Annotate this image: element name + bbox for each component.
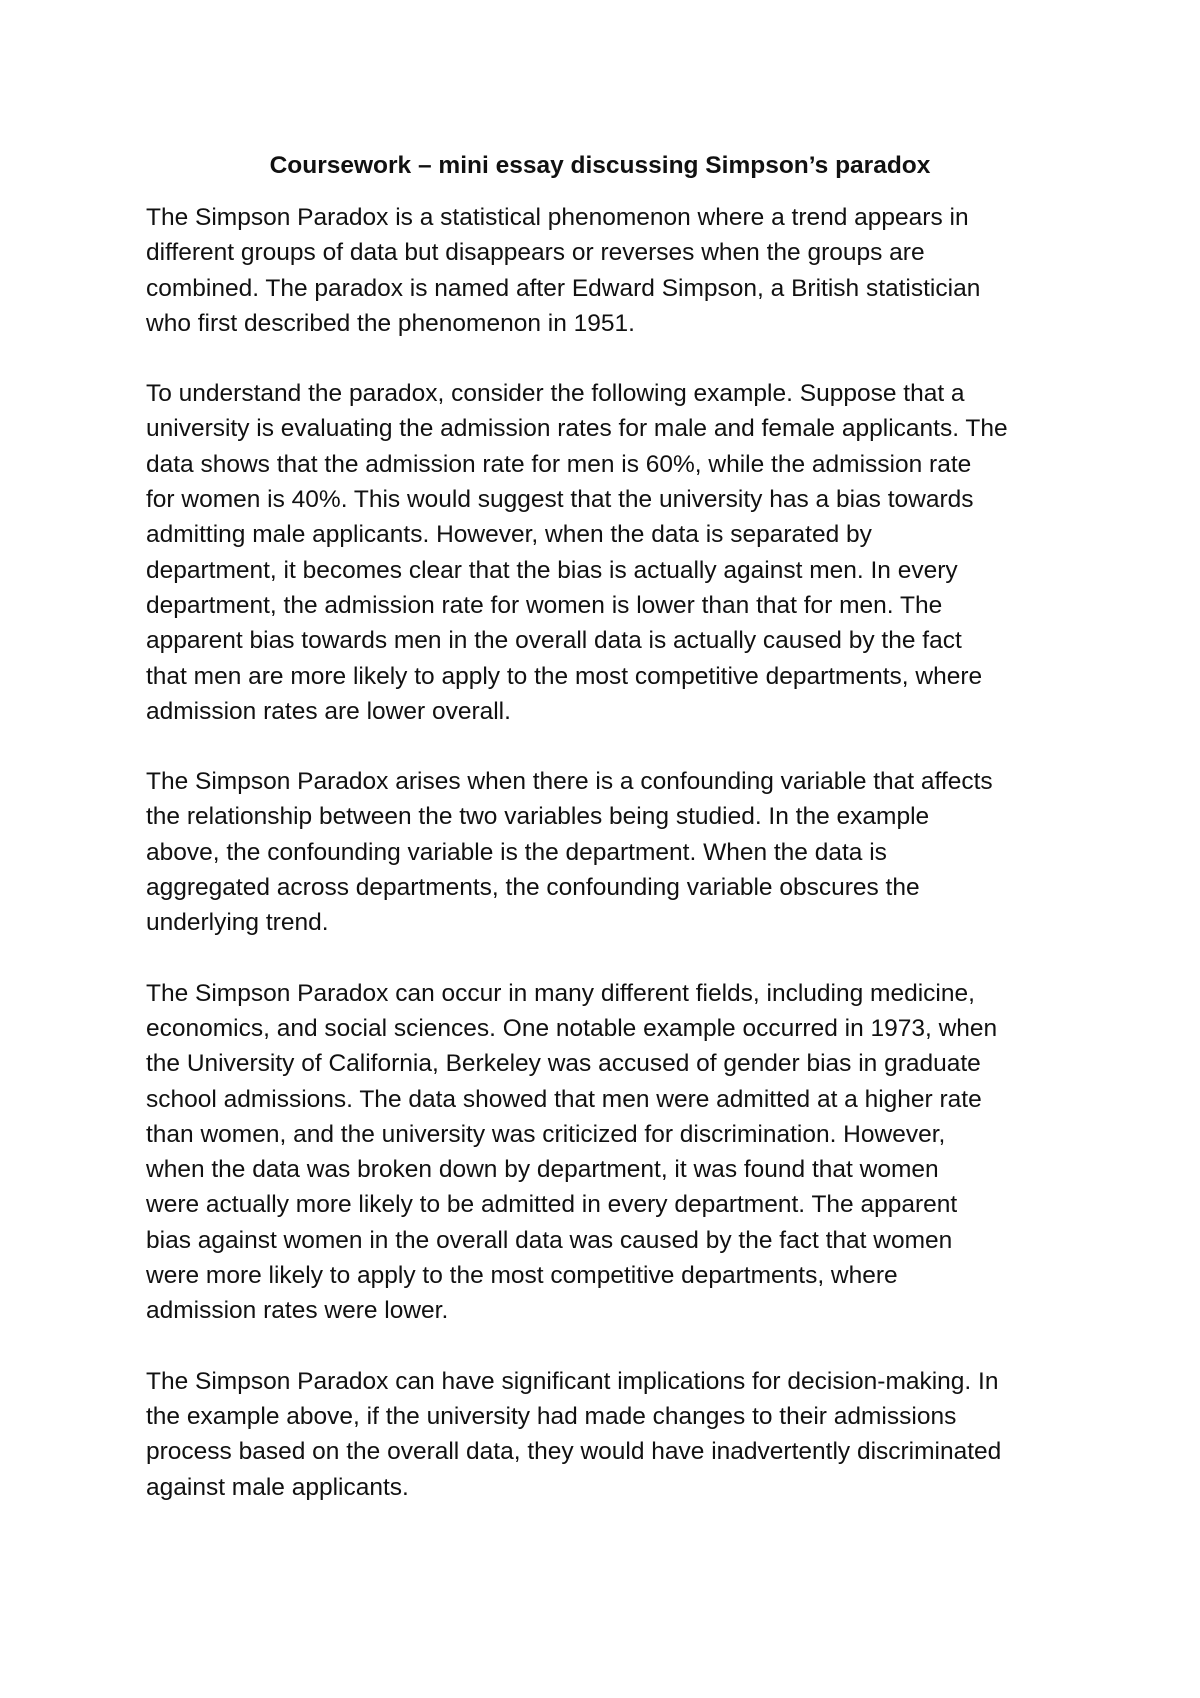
text-line: different groups of data but disappears or reverses when the groups are (146, 239, 925, 267)
text-line: admission rates were lower. (146, 1297, 449, 1325)
text-line: when the data was broken down by department, it was found that women (146, 1156, 939, 1184)
text-line: admission rates are lower overall. (146, 697, 511, 725)
text-line: data shows that the admission rate for men is 60%, while the admission rate (146, 450, 972, 478)
text-line: aggregated across departments, the confounding variable obscures the (146, 874, 920, 902)
text-line: department, it becomes clear that the bias is actually against men. In every (146, 556, 958, 584)
text-line: bias against women in the overall data was caused by the fact that women (146, 1226, 953, 1254)
text-line: apparent bias towards men in the overall data is actually caused by the fact (146, 627, 962, 655)
text-line: who first described the phenomenon in 1951. (146, 309, 635, 337)
text-line: the relationship between the two variables being studied. In the example (146, 803, 930, 831)
text-line: combined. The paradox is named after Edward Simpson, a British statistician (146, 274, 981, 302)
document-title: Coursework – mini essay discussing Simpson’s paradox (269, 152, 931, 179)
paragraph-example (146, 376, 1066, 729)
text-line: department, the admission rate for women is lower than that for men. The (146, 591, 943, 619)
text-line: that men are more likely to apply to the most competitive departments, where (146, 662, 983, 690)
text-line: university is evaluating the admission rates for male and female applicants. The (146, 415, 1008, 443)
text-line: process based on the overall data, they would have inadvertently discriminated (146, 1438, 1002, 1466)
text-line: above, the confounding variable is the department. When the data is (146, 838, 887, 866)
text-line: school admissions. The data showed that men were admitted at a higher rate (146, 1085, 982, 1113)
text-line: The Simpson Paradox can occur in many different fields, including medicine, (146, 979, 975, 1007)
text-line: admitting male applicants. However, when the data is separated by (146, 521, 872, 549)
text-line: the example above, if the university had made changes to their admissions (146, 1402, 957, 1430)
text-line: economics, and social sciences. One notable example occurred in 1973, when (146, 1014, 998, 1042)
text-line: than women, and the university was criticized for discrimination. However, (146, 1120, 946, 1148)
text-line: the University of California, Berkeley was accused of gender bias in graduate (146, 1050, 981, 1078)
text-line: The Simpson Paradox is a statistical phenomenon where a trend appears in (146, 204, 969, 231)
text-line: were more likely to apply to the most competitive departments, where (146, 1262, 898, 1290)
text-line: underlying trend. (146, 909, 329, 937)
paragraph-confounding (146, 764, 1066, 940)
text-line: against male applicants. (146, 1473, 409, 1501)
text-line: The Simpson Paradox arises when there is a confounding variable that affects (146, 768, 993, 796)
document-body (146, 148, 1066, 1540)
paragraph-intro (146, 200, 1066, 341)
text-line: To understand the paradox, consider the following example. Suppose that a (146, 380, 965, 408)
paragraph-berkeley (146, 976, 1066, 1329)
text-line: were actually more likely to be admitted in every department. The apparent (146, 1191, 958, 1219)
paragraph-implications (146, 1364, 1066, 1505)
text-line: for women is 40%. This would suggest that the university has a bias towards (146, 486, 974, 514)
text-line: The Simpson Paradox can have significant implications for decision-making. In (146, 1367, 999, 1395)
